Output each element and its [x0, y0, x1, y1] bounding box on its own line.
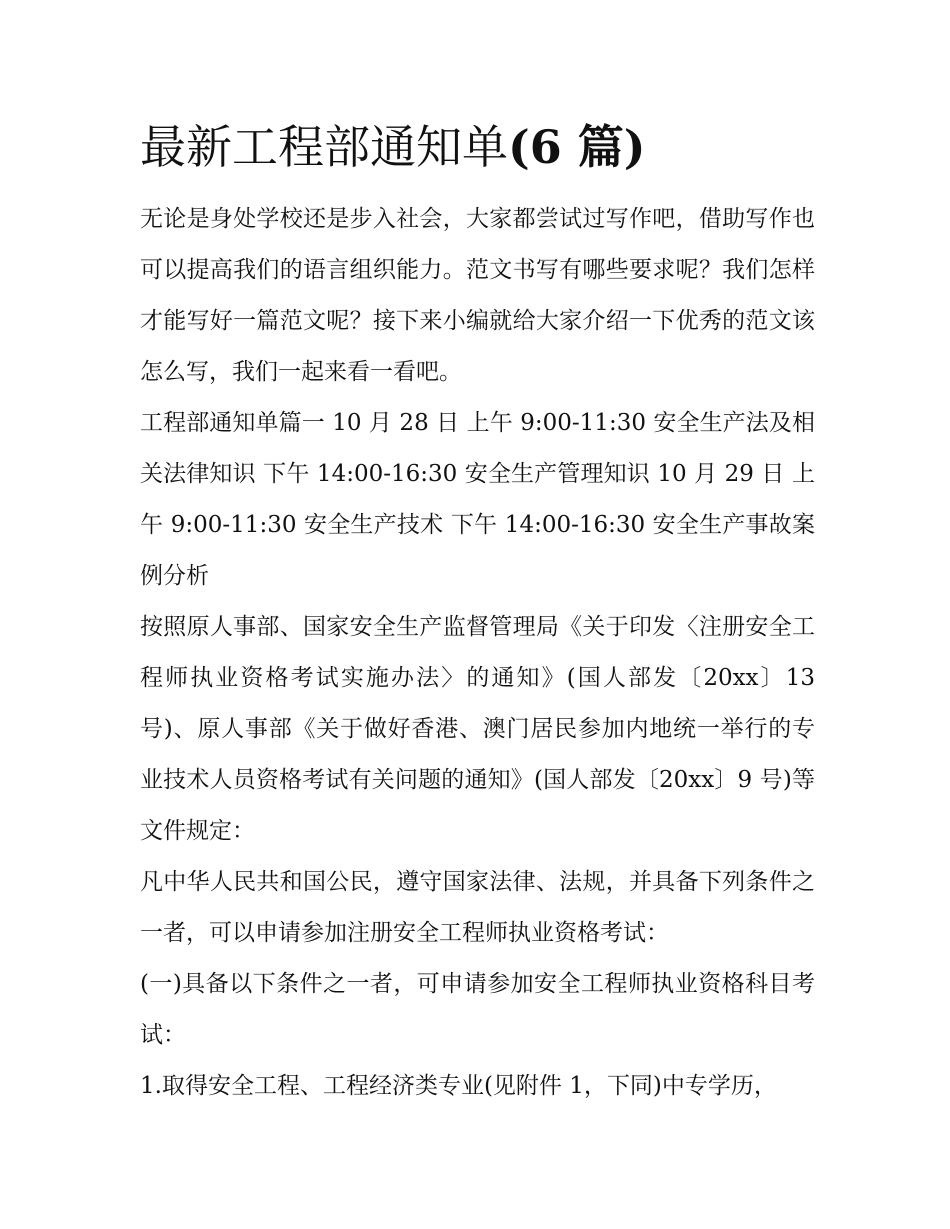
document-title — [140, 112, 815, 182]
paragraph-intro: 无论是身处学校还是步入社会，大家都尝试过写作吧，借助写作也可以提高我们的语言组织能力。范文书写有哪些要求呢？我们怎样才能写好一篇范文呢？接下来小编就给大家介绍一下优秀的范文该怎么写，我们一起来看一看吧。 — [140, 206, 815, 385]
paragraph-eligibility: 凡中华人民共和国公民，遵守国家法律、法规，并具备下列条件之一者，可以申请参加注册安全工程师执业资格考试： — [140, 869, 815, 946]
paragraph-item-one: 1.取得安全工程、工程经济类专业(见附件 1，下同)中专学历， — [140, 1073, 777, 1099]
paragraph-regulations: 按照原人事部、国家安全生产监督管理局《关于印发〈注册安全工程师执业资格考试实施办法〉的通知》(国人部发〔20xx〕13 号)、原人事部《关于做好香港、澳门居民参加内地统一举行的专业技术人员资格考试有关问题的通知》(国人部发〔20xx〕9 号)等文件规定： — [140, 614, 815, 844]
title-suffix: (6 篇) — [508, 120, 646, 174]
title-main: 最新工程部通知单 — [140, 120, 508, 174]
paragraph-condition-one: (一)具备以下条件之一者，可申请参加安全工程师执业资格科目考试： — [140, 971, 815, 1048]
paragraph-schedule: 工程部通知单篇一 10 月 28 日 上午 9:00-11:30 安全生产法及相关法律知识 下午 14:00-16:30 安全生产管理知识 10 月 29 日 上午 9:00-11:30 安全生产技术 下午 14:00-16:30 安全生产事故案例分析 — [140, 410, 815, 589]
document-body — [140, 112, 815, 1112]
